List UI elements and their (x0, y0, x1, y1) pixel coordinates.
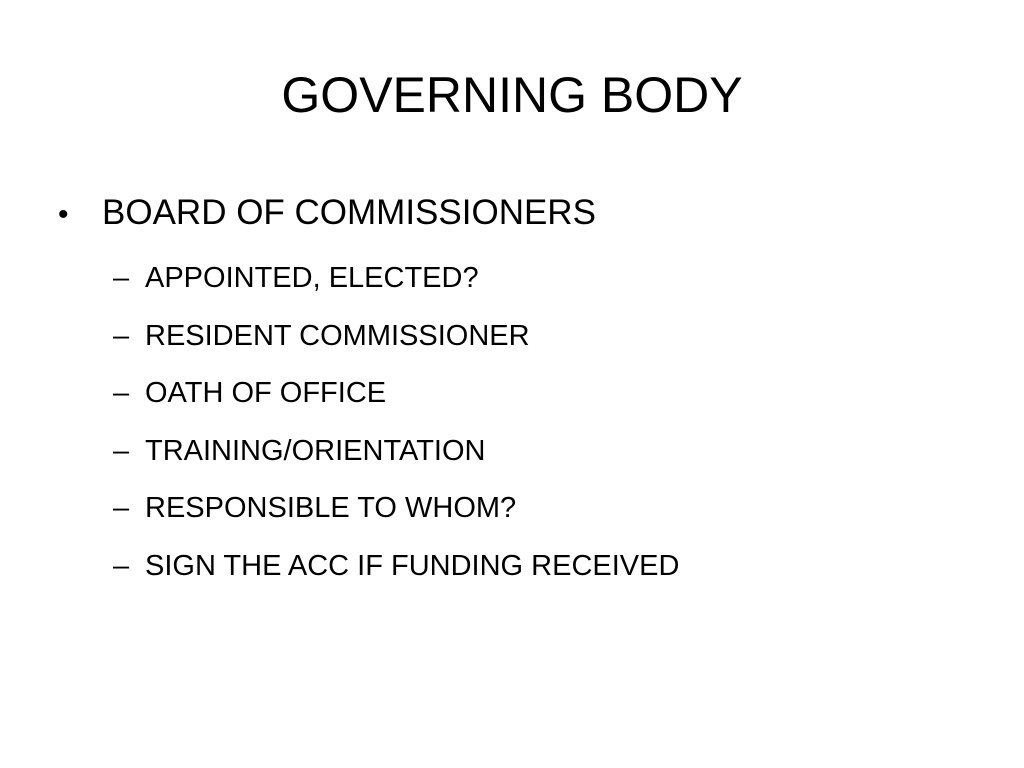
sub-bullet (113, 538, 679, 596)
sub-bullet-text: SIGN THE ACC IF FUNDING RECEIVED (145, 549, 680, 582)
slide-title: GOVERNING BODY (281, 67, 743, 123)
sub-bullet-text: OATH OF OFFICE (145, 377, 387, 409)
dash-icon: – (113, 377, 130, 409)
dash-icon: – (113, 262, 130, 294)
sub-bullet (113, 480, 679, 538)
dash-icon: – (113, 434, 130, 467)
dash-icon: – (113, 549, 130, 582)
sub-bullet (113, 423, 679, 481)
dash-icon: – (113, 319, 130, 352)
main-bullet (58, 190, 596, 238)
sub-bullet-text: TRAINING/ORIENTATION (145, 434, 486, 467)
sub-bullet-text: RESIDENT COMMISSIONER (145, 319, 530, 352)
sub-bullet (113, 308, 679, 366)
dash-icon: – (113, 492, 130, 524)
sub-bullet (113, 365, 679, 423)
sub-bullet (113, 250, 679, 308)
sub-bullet-list (113, 250, 679, 595)
bullet-icon: • (58, 198, 69, 231)
sub-bullet-text: RESPONSIBLE TO WHOM? (145, 492, 517, 524)
main-bullet-text: BOARD OF COMMISSIONERS (102, 193, 596, 232)
sub-bullet-text: APPOINTED, ELECTED? (145, 262, 479, 294)
